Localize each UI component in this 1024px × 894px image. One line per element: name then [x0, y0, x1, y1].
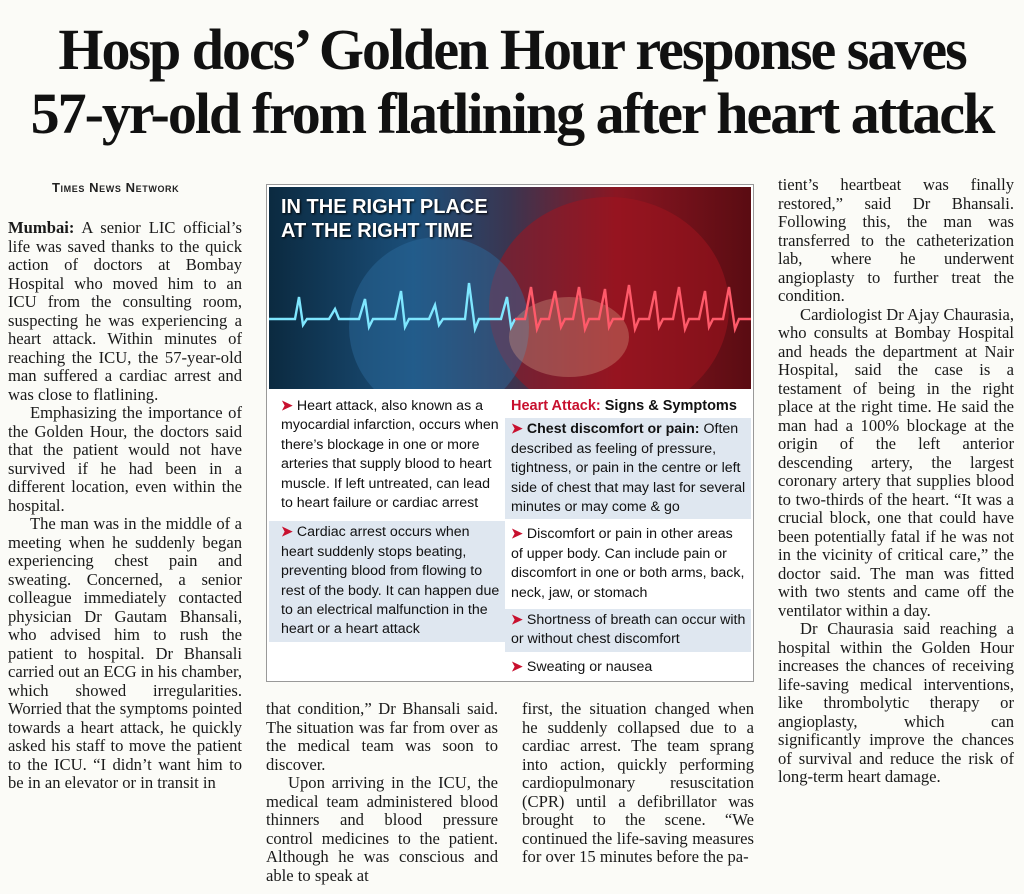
graphic-title: IN THE RIGHT PLACE AT THE RIGHT TIME: [281, 196, 488, 242]
heart-attack-photo: [269, 187, 751, 389]
arrow-icon: ➤: [511, 612, 523, 629]
definitions-column: [269, 395, 505, 642]
article-column-1: [8, 219, 242, 793]
symptom-upper-body: ➤ Discomfort or pain in other areas of upper body. Can include pain or discomfort in one or both arms, back, neck, jaw, or stomach: [511, 526, 745, 601]
arrow-icon: ➤: [511, 658, 523, 675]
arrow-icon: ➤: [281, 524, 293, 541]
definition-cardiac-arrest: ➤ Cardiac arrest occurs when heart suddenly stops beating, preventing blood from flowing to rest of the body. It can happen due to an electrical malfunction in the heart or a heart attack: [269, 521, 505, 641]
article-column-2: [266, 700, 498, 885]
article-paragraph: that condition,” Dr Bhansali said. The situation was far from over as the medical team was soon to discover.: [266, 699, 498, 774]
article-paragraph: Dr Chaurasia said reaching a hospital within the Golden Hour increases the chances of receiving life-saving medical interventions, like thrombolytic therapy or angioplasty, which can significantly improve the chances of survival and reduce the risk of long-term heart damage.: [778, 619, 1014, 786]
headline-line-1: Hosp docs’ Golden Hour response saves: [58, 17, 966, 82]
infographic-panel: [266, 184, 754, 682]
symptoms-heading: Heart Attack: Signs & Symptoms: [511, 398, 737, 414]
symptom-breath: ➤ Shortness of breath can occur with or without chest discomfort: [505, 609, 751, 652]
article-column-3: [522, 700, 754, 867]
headline-line-2: 57-yr-old from flatlining after heart attack: [30, 81, 994, 146]
article-paragraph: Upon arriving in the ICU, the medical team administered blood thinners and blood pressure control medicines to the patient. Although he was conscious and able to speak at: [266, 773, 498, 885]
article-paragraph: Mumbai: A senior LIC official’s life was saved thanks to the quick action of doctors at Bombay Hospital who moved him to an ICU from the consulting room, suspecting he was experiencing a heart attack. Within minutes of reaching the ICU, the 57-year-old man suffered a cardiac arrest and was close to flatlining.: [8, 218, 242, 404]
article-paragraph: Cardiologist Dr Ajay Chaurasia, who consults at Bombay Hospital and heads the department at Nair Hospital, said the case is a testament of being in the right place at the right time. He said the man had a 100% blockage at the origin of the left anterior descending artery, the largest coronary artery that supplies blood to two-thirds of the heart. “It was a crucial block, one that could have been potentially fatal if he was not in the vicinity of critical care,” the doctor said. The man was fitted with two stents and came off the ventilator within a day.: [778, 304, 1014, 620]
dateline: Mumbai:: [8, 218, 75, 237]
article-paragraph: Emphasizing the importance of the Golden Hour, the doctors said that the patient would not have survived if he had been in a different location, even within the hospital.: [8, 403, 242, 515]
symptom-chest-pain: ➤ Chest discomfort or pain: Often described as feeling of pressure, tightness, or pain in the centre or left side of chest that may last for several minutes or may come & go: [505, 418, 751, 519]
arrow-icon: ➤: [511, 526, 523, 543]
definition-heart-attack: ➤ Heart attack, also known as a myocardial infarction, occurs when there’s blockage in one or more arteries that supply blood to heart muscle. If left untreated, can lead to heart failure or cardiac arrest: [281, 398, 499, 512]
symptom-sweating: ➤ Sweating or nausea: [511, 658, 653, 675]
article-paragraph: first, the situation changed when he suddenly collapsed due to a cardiac arrest. The team sprang into action, quickly performing cardiopulmonary resuscitation (CPR) until a defibrillator was brought to the scene. “We continued the life-saving measures for over 15 minutes before the pa-: [522, 699, 754, 866]
article-paragraph: The man was in the middle of a meeting when he suddenly began experiencing chest pain and sweating. Concerned, a senior colleague immediately contacted physician Dr Gautam Bhansali, who advised him to rush the patient to hospital. Dr Bhansali carried out an ECG in his chamber, which showed irregularities. Worried that the symptoms pointed towards a heart attack, he quickly asked his staff to move the patient to the ICU. “I didn’t want him to be in an elevator or in transit in: [8, 514, 242, 792]
arrow-icon: ➤: [511, 421, 523, 438]
arrow-icon: ➤: [281, 398, 293, 414]
article-column-4: [778, 176, 1014, 787]
article-paragraph: tient’s heartbeat was finally restored,” said Dr Bhansali. Following this, the man was transferred to the catheterization lab, where he underwent angioplasty to further treat the condition.: [778, 175, 1014, 305]
byline: Times News Network: [52, 180, 180, 195]
headline: [8, 18, 1016, 146]
symptoms-column: [505, 395, 751, 679]
